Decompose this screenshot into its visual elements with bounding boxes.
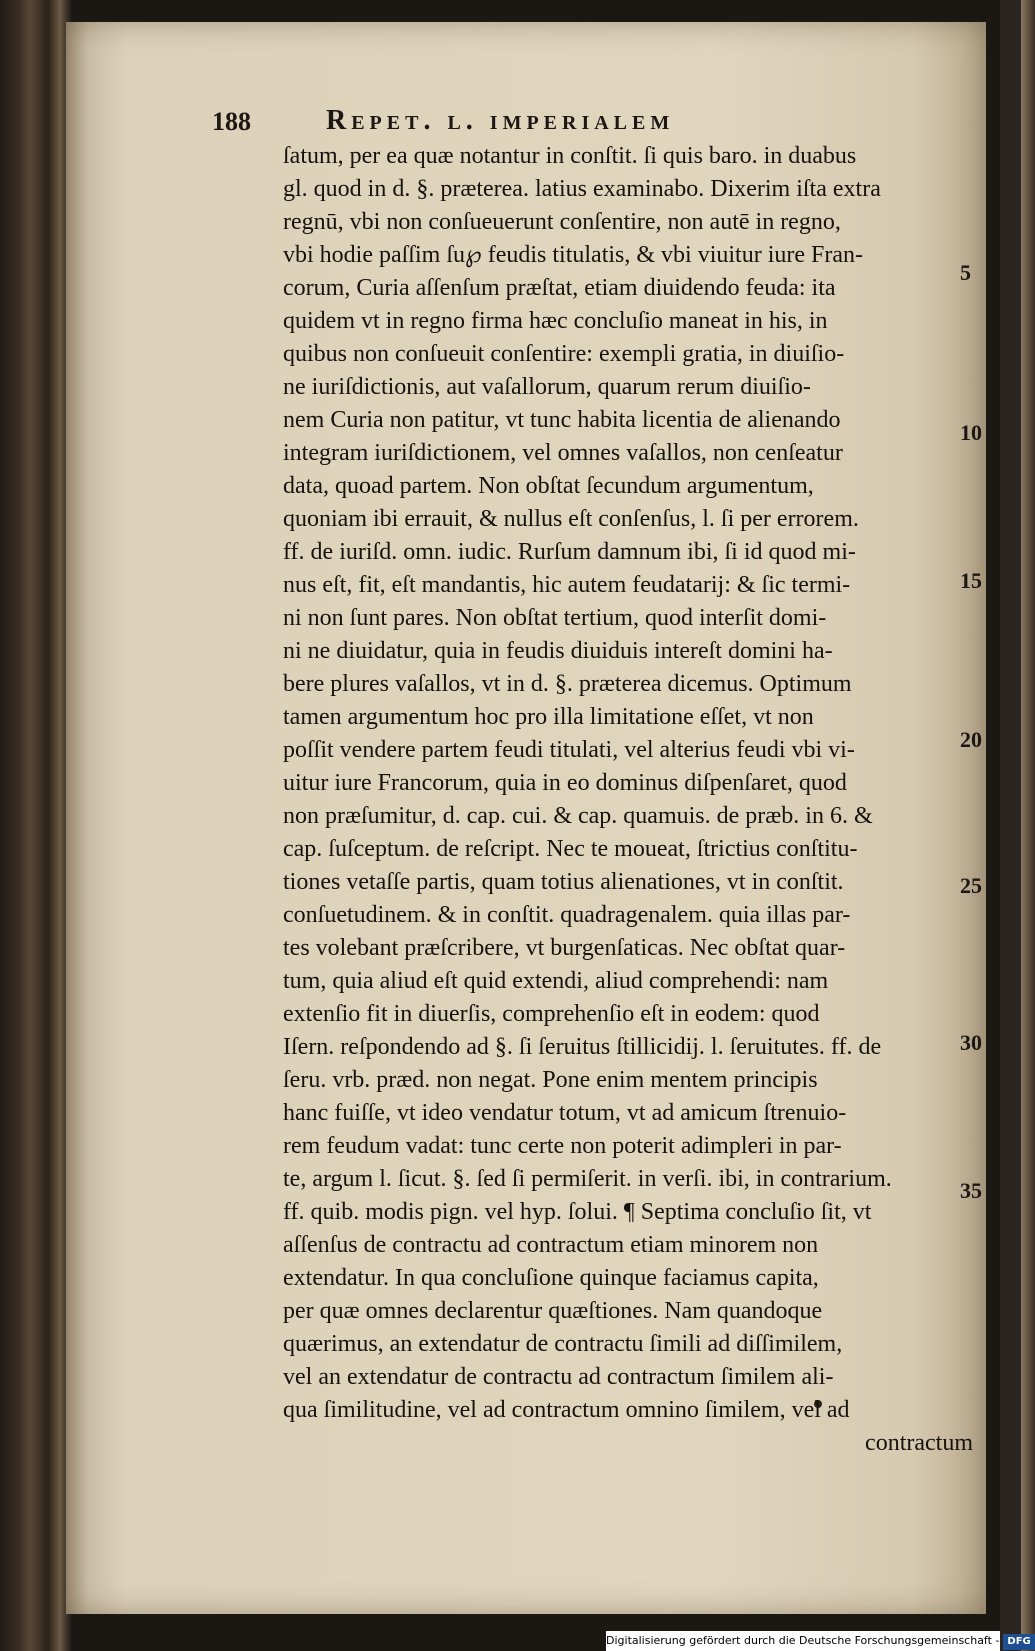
text-line: quoniam ibi errauit, & nullus eſt conſenſus, l. ſi per errorem.	[283, 506, 859, 532]
text-line: extendatur. In qua concluſione quinque faciamus capita,	[283, 1265, 819, 1291]
footer-text: Digitalisierung gefördert durch die Deutsche Forschungsgemeinschaft -	[606, 1634, 1000, 1647]
text-line: non præſumitur, d. cap. cui. & cap. quamuis. de præb. in 6. &	[283, 803, 873, 829]
text-line: tiones vetaſſe partis, quam totius alienationes, vt in conſtit.	[283, 869, 844, 895]
margin-number: 25	[960, 873, 982, 898]
text-line: tamen argumentum hoc pro illa limitatione eſſet, vt non	[283, 704, 814, 730]
text-line: tes volebant præſcribere, vt burgenſaticas. Nec obſtat quar-	[283, 935, 846, 961]
body-text	[283, 140, 983, 1460]
text-line: ni non ſunt pares. Non obſtat tertium, quod interſit domi-	[283, 605, 827, 631]
text-line: corum, Curia aſſenſum præſtat, etiam diuidendo feuda: ita	[283, 275, 836, 301]
margin-number: 30	[960, 1030, 982, 1055]
margin-number: 15	[960, 568, 982, 593]
text-line: ff. quib. modis pign. vel hyp. ſolui. ¶ Septima concluſio ſit, vt	[283, 1199, 872, 1225]
text-line: bere plures vaſallos, vt in d. §. præterea dicemus. Optimum	[283, 671, 852, 697]
page-header	[212, 105, 852, 141]
text-line: nem Curia non patitur, vt tunc habita licentia de alienando	[283, 407, 841, 433]
text-line: qua ſimilitudine, vel ad contractum omnino ſimilem, vel ad	[283, 1397, 850, 1423]
text-line: cap. ſuſceptum. de reſcript. Nec te moueat, ſtrictius conſtitu-	[283, 836, 858, 862]
margin-number: 10	[960, 420, 982, 445]
text-line: contractum	[865, 1430, 973, 1456]
text-line: quidem vt in regno firma hæc concluſio maneat in his, in	[283, 308, 828, 334]
text-line: gl. quod in d. §. præterea. latius examinabo. Dixerim iſta extra	[283, 176, 881, 202]
text-line: ne iuriſdictionis, aut vaſallorum, quarum rerum diuiſio-	[283, 374, 811, 400]
page-edge-right	[1021, 0, 1035, 1651]
text-line: extenſio fit in diuerſis, comprehenſio eſt in eodem: quod	[283, 1001, 820, 1027]
text-line: tum, quia aliud eſt quid extendi, aliud comprehendi: nam	[283, 968, 829, 994]
text-line: uitur iure Francorum, quia in eo dominus diſpenſaret, quod	[283, 770, 847, 796]
text-line: integram iuriſdictionem, vel omnes vaſallos, non cenſeatur	[283, 440, 843, 466]
text-line: data, quoad partem. Non obſtat ſecundum argumentum,	[283, 473, 814, 499]
margin-number: 5	[960, 260, 971, 285]
text-line: conſuetudinem. & in conſtit. quadragenalem. quia illas par-	[283, 902, 851, 928]
text-line: hanc fuiſſe, vt ideo vendatur totum, vt ad amicum ſtrenuio-	[283, 1100, 847, 1126]
text-line: poſſit vendere partem feudi titulati, vel alterius feudi vbi vi-	[283, 737, 855, 763]
text-line: ſeru. vrb. præd. non negat. Pone enim mentem principis	[283, 1067, 818, 1093]
text-line: aſſenſus de contractu ad contractum etiam minorem non	[283, 1232, 819, 1258]
dfg-logo: DFG	[1003, 1634, 1034, 1650]
text-line: quibus non conſueuit conſentire: exempli gratia, in diuiſio-	[283, 341, 845, 367]
text-line: regnū, vbi non conſueuerunt conſentire, non autē in regno,	[283, 209, 841, 235]
text-line: Iſern. reſpondendo ad §. ſi ſeruitus ſtillicidij. l. ſeruitutes. ff. de	[283, 1034, 882, 1060]
margin-number: 35	[960, 1178, 982, 1203]
text-line: te, argum l. ſicut. §. ſed ſi permiſerit. in verſi. ibi, in contrarium.	[283, 1166, 892, 1192]
text-line: vel an extendatur de contractu ad contractum ſimilem ali-	[283, 1364, 834, 1390]
text-line: ſatum, per ea quæ notantur in conſtit. ſi quis baro. in duabus	[283, 143, 857, 169]
digitization-footer	[606, 1631, 1031, 1651]
text-line: ff. de iuriſd. omn. iudic. Rurſum damnum ibi, ſi id quod mi-	[283, 539, 856, 565]
text-line: nus eſt, fit, eſt mandantis, hic autem feudatarij: & ſic termi-	[283, 572, 851, 598]
text-line: ni ne diuidatur, quia in feudis diuiduis intereſt domini ha-	[283, 638, 833, 664]
margin-number: 20	[960, 727, 982, 752]
text-line: per quæ omnes declarentur quæſtiones. Nam quandoque	[283, 1298, 823, 1324]
running-title: Repet. l. imperialem	[326, 105, 675, 136]
text-line: vbi hodie paſſim ſu℘ feudis titulatis, & vbi viuitur iure Fran-	[283, 242, 863, 268]
text-line: rem feudum vadat: tunc certe non poterit adimpleri in par-	[283, 1133, 842, 1159]
page-number: 188	[212, 107, 251, 136]
text-line: quærimus, an extendatur de contractu ſimili ad diſſimilem,	[283, 1331, 843, 1357]
